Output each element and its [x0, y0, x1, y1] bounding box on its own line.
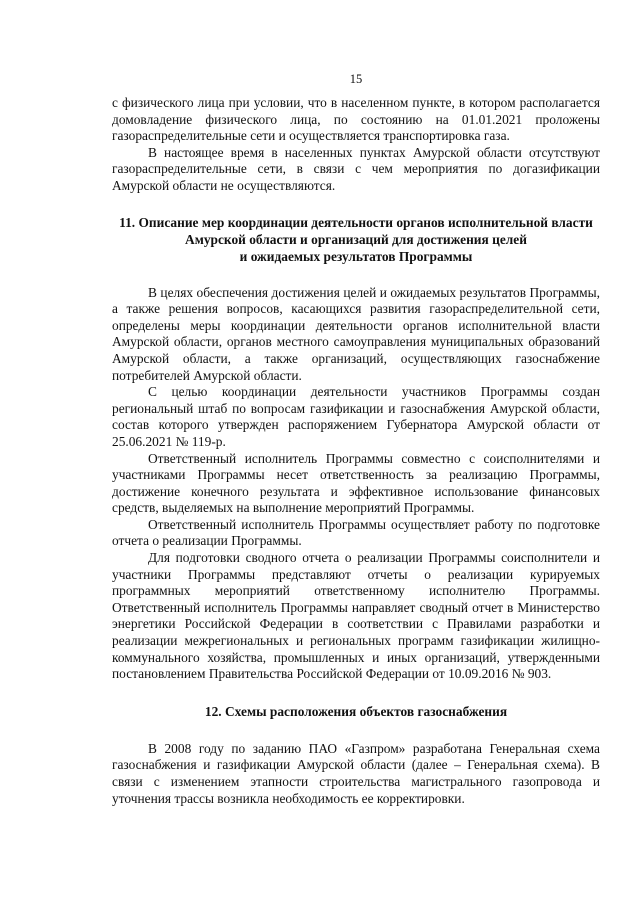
section-11-heading [112, 214, 600, 265]
paragraph-general-scheme: В 2008 году по заданию ПАО «Газпром» разработана Генеральная схема газоснабжения и газификации Амурской области (далее – Генеральная схема). В связи с изменением этапности строительства магистрального газопровода и уточнения трассы возникла необходимость ее корректировки. [112, 740, 600, 806]
paragraph-report-preparation: Ответственный исполнитель Программы осуществляет работу по подготовке отчета о реализации Программы. [112, 516, 600, 549]
section-11-heading-line: 11. Описание мер координации деятельности органов исполнительной власти [119, 214, 593, 230]
paragraph-summary-report: Для подготовки сводного отчета о реализации Программы соисполнители и участники Программы представляют отчеты о реализации курируемых программных мероприятий ответственному исполнителю Программы. Ответственный исполнитель Программы направляет сводный отчет в Министерство энергетики Российской Федерации в соответствии с Правилами разработки и реализации межрегиональных и региональных программ газификации жилищно-коммунального хозяйства, промышленных и иных организаций, утвержденными постановлением Правительства Российской Федерации от 10.09.2016 № 903. [112, 550, 600, 682]
section-12-heading: 12. Схемы расположения объектов газоснабжения [204, 703, 508, 719]
paragraph-coordination-measures: В целях обеспечения достижения целей и ожидаемых результатов Программы, а также решения вопросов, касающихся развития газораспределительной сети, определены меры координации деятельности органов исполнительной власти Амурской области, органов местного самоуправления муниципальных образований Амурской области, а также организаций, осуществляющих газоснабжение потребителей Амурской области. [112, 284, 600, 383]
paragraph-continuation: с физического лица при условии, что в населенном пункте, в котором располагается домовладение физического лица, по состоянию на 01.01.2021 проложены газораспределительные сети и осуществляется транспортировка газа. [112, 95, 600, 144]
document-page [112, 0, 600, 905]
page-number: 15 [349, 72, 363, 86]
paragraph-regional-headquarters: С целью координации деятельности участников Программы создан региональный штаб по вопросам газификации и газоснабжения Амурской области, состав которого утвержден распоряжением Губернатора Амурской области от 25.06.2021 № 119-р. [112, 384, 600, 449]
paragraph-no-gas-networks: В настоящее время в населенных пунктах Амурской области отсутствуют газораспределительные сети, в связи с чем мероприятия по догазификации Амурской области не осуществляются. [112, 144, 600, 193]
section-11-heading-line: и ожидаемых результатов Программы [239, 248, 473, 264]
page-content [112, 95, 600, 807]
section-11-heading-line: Амурской области и организаций для достижения целей [185, 231, 527, 247]
paragraph-responsible-executor: Ответственный исполнитель Программы совместно с соисполнителями и участниками Программы несет ответственность за реализацию Программы, достижение конечного результата и эффективное использование финансовых средств, выделяемых на выполнение мероприятий Программы. [112, 450, 600, 516]
